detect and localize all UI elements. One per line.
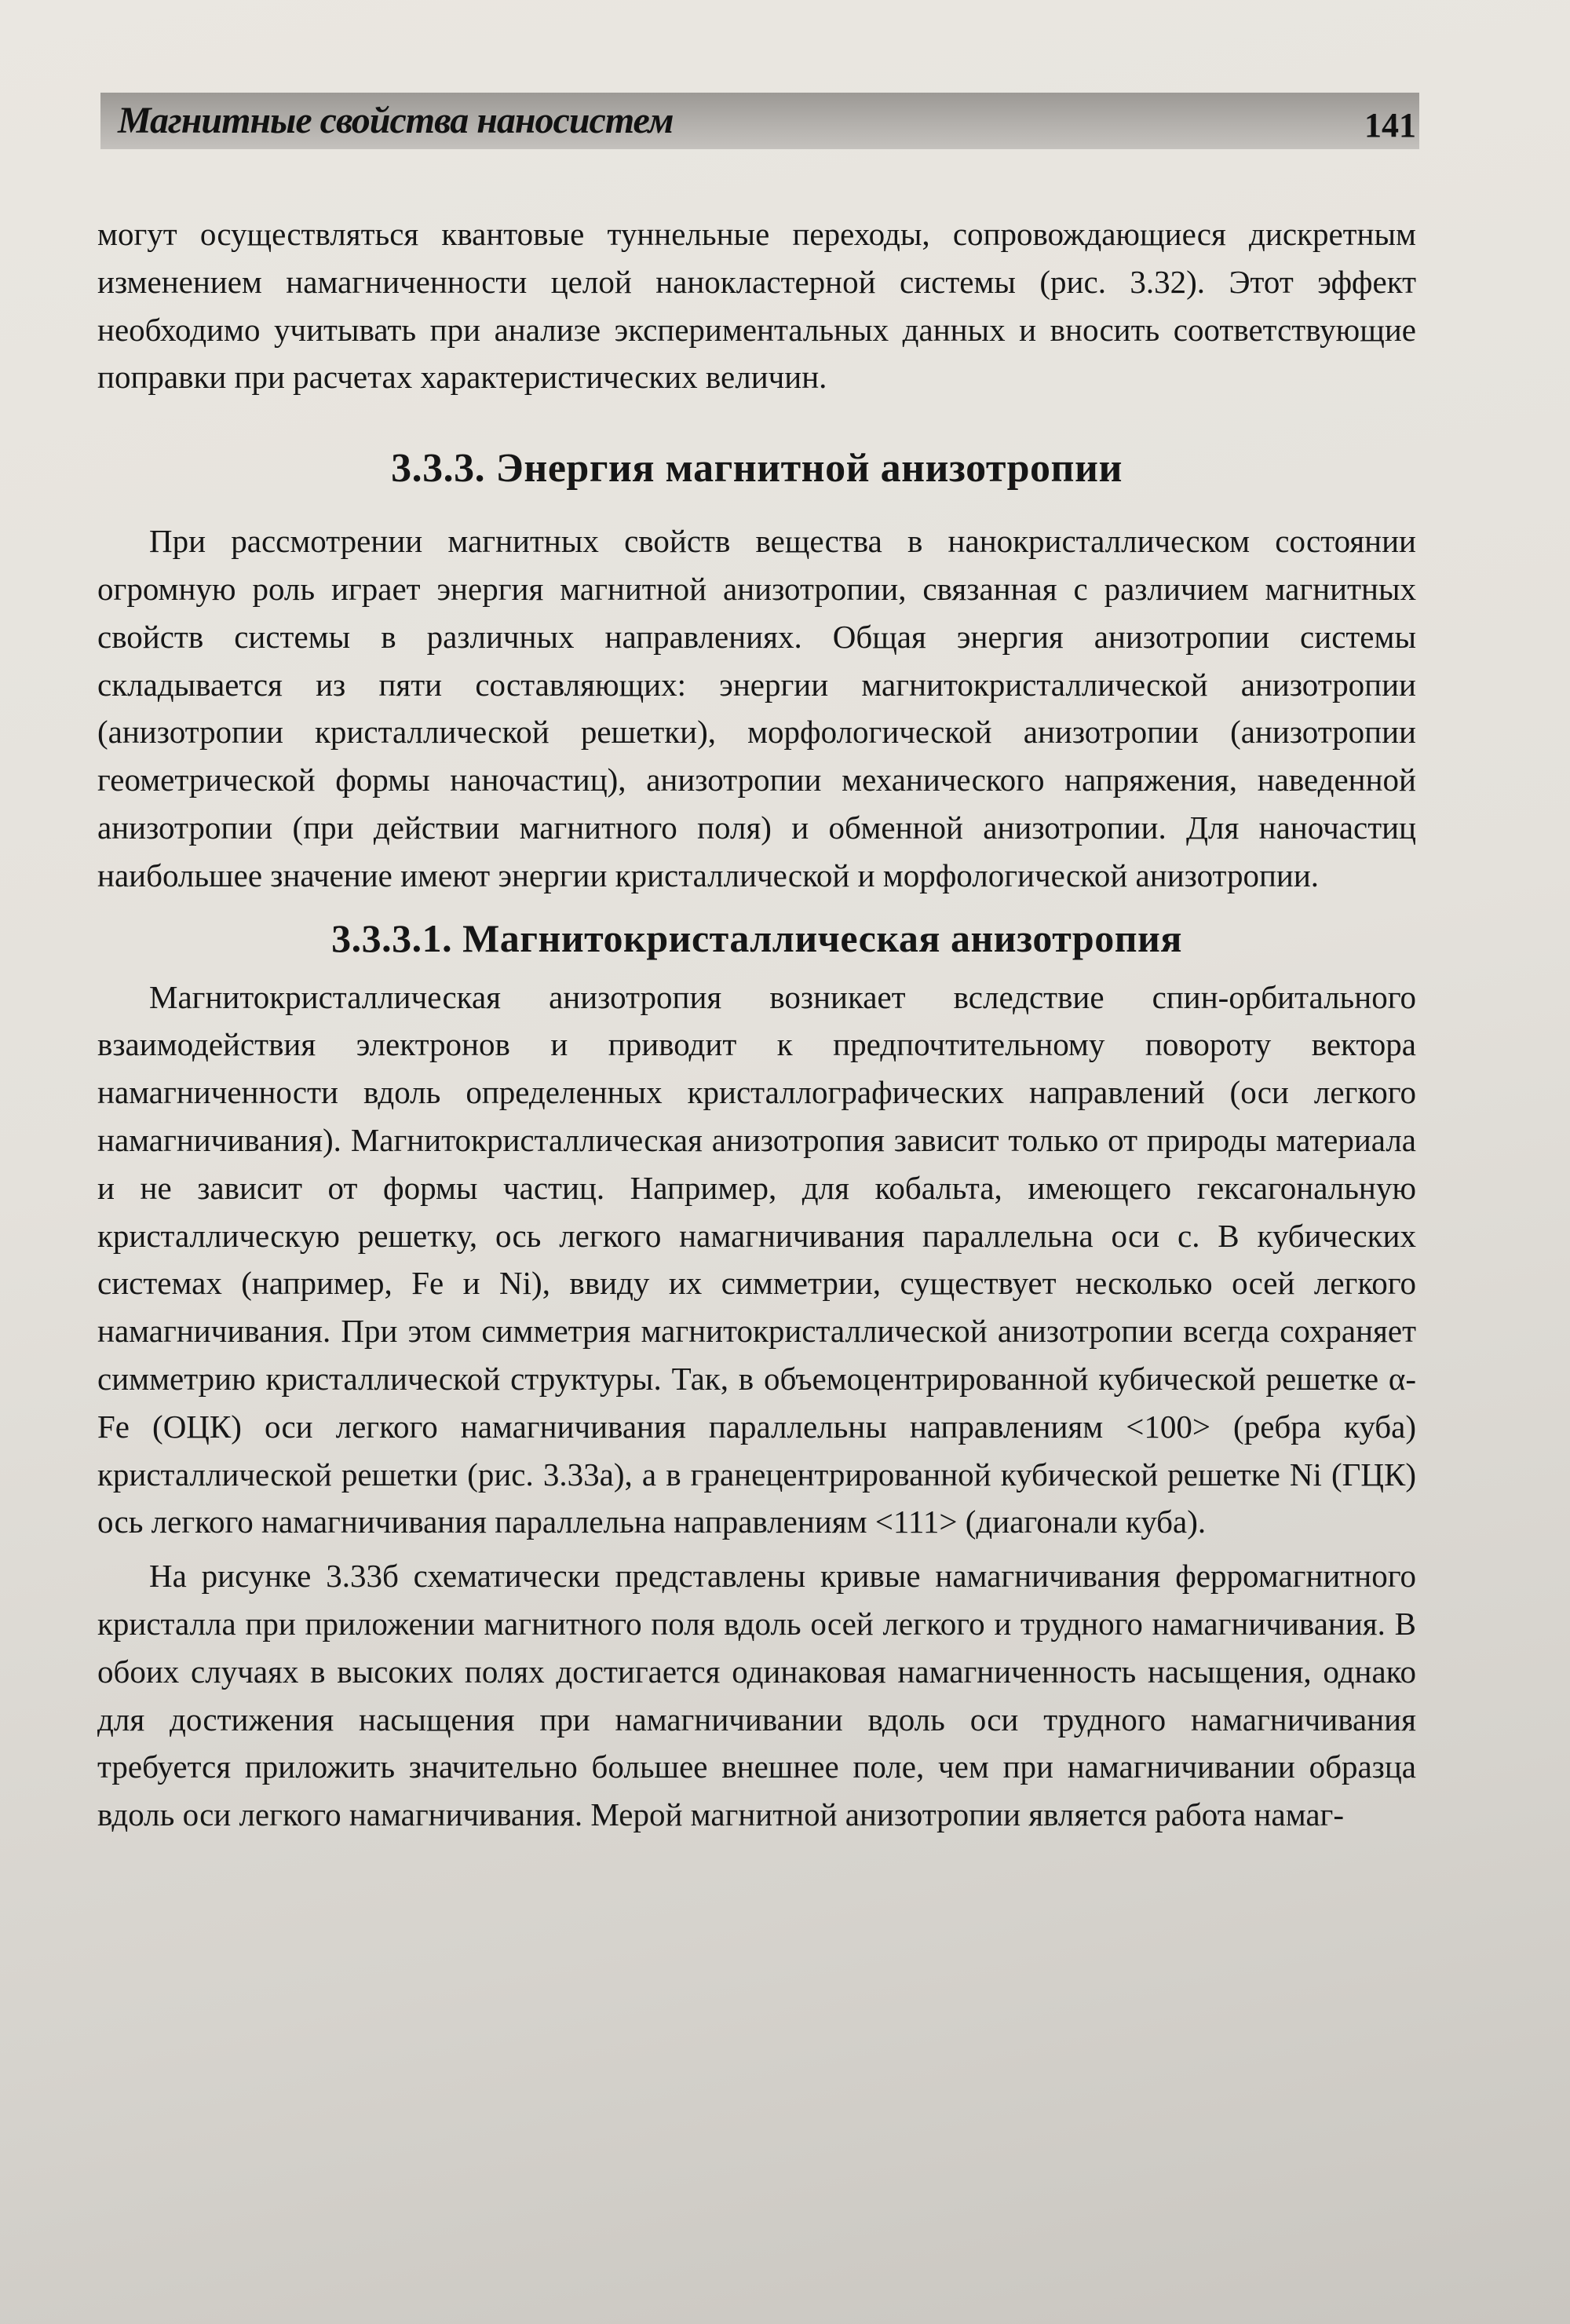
paragraph-continued: могут осуществляться квантовые туннельные переходы, сопровождающиеся дискретным изменением намагниченности целой нанокластерной системы (рис. 3.32). Этот эффект необходимо учитывать при анализе экспериментальных данных и вносить соответствующие поправки при расчетах характеристических величин. xyxy=(97,216,1416,396)
running-title: Магнитные свойства наносистем xyxy=(118,100,674,141)
page-number: 141 xyxy=(1364,106,1416,144)
paragraph-magnetization-curves: На рисунке 3.33б схематически представлены кривые намагничивания ферромагнитного кристалла при приложении магнитного поля вдоль осей легкого и трудного намагничивания. В обоих случаях в высоких полях достигается одинаковая намагниченность насыщения, однако для достижения насыщения при намагничивании вдоль оси трудного намагничивания требуется приложить значительно большее внешнее поле, чем при намагничивании образца вдоль оси легкого намагничивания. Мерой магнитной анизотропии является работа намаг- xyxy=(97,1558,1416,1833)
section-heading: 3.3.3. Энергия магнитной анизотропии xyxy=(391,446,1123,491)
paragraph-magnetocrystalline: Магнитокристаллическая анизотропия возникает вследствие спин-орбитального взаимодействия электронов и приводит к предпочтительному повороту вектора намагниченности вдоль определенных кристаллографических направлений (оси легкого намагничивания). Магнитокристаллическая анизотропия зависит только от природы материала и не зависит от формы частиц. Например, для кобальта, имеющего гексагональную кристаллическую решетку, ось легкого намагничивания параллельна оси c. В кубических системах (например, Fe и Ni), ввиду их симметрии, существует несколько осей легкого намагничивания. При этом симметрия магнитокристаллической анизотропии всегда сохраняет симметрию кристаллической структуры. Так, в объемоцентрированной кубической решетке α-Fe (ОЦК) оси легкого намагничивания параллельны направлениям <100> (ребра куба) кристаллической решетки (рис. 3.33а), а в гранецентрированной кубической решетке Ni (ГЦК) ось легкого намагничивания параллельна направлениям <111> (диагонали куба). xyxy=(97,978,1416,1540)
paragraph-anisotropy-intro: При рассмотрении магнитных свойств вещества в нанокристаллическом состоянии огромную роль играет энергия магнитной анизотропии, связанная с различием магнитных свойств системы в различных направлениях. Общая энергия анизотропии системы складывается из пяти составляющих: энергии магнитокристаллической анизотропии (анизотропии кристаллической решетки), морфологической анизотропии (анизотропии геометрической формы наночастиц), анизотропии механического напряжения, наведенной анизотропии (при действии магнитного поля) и обменной анизотропии. Для наночастиц наибольшее значение имеют энергии кристаллической и морфологической анизотропии. xyxy=(97,523,1416,893)
page-body xyxy=(97,210,1416,1839)
subsection-heading: 3.3.3.1. Магнитокристаллическая анизотропия xyxy=(331,915,1182,960)
